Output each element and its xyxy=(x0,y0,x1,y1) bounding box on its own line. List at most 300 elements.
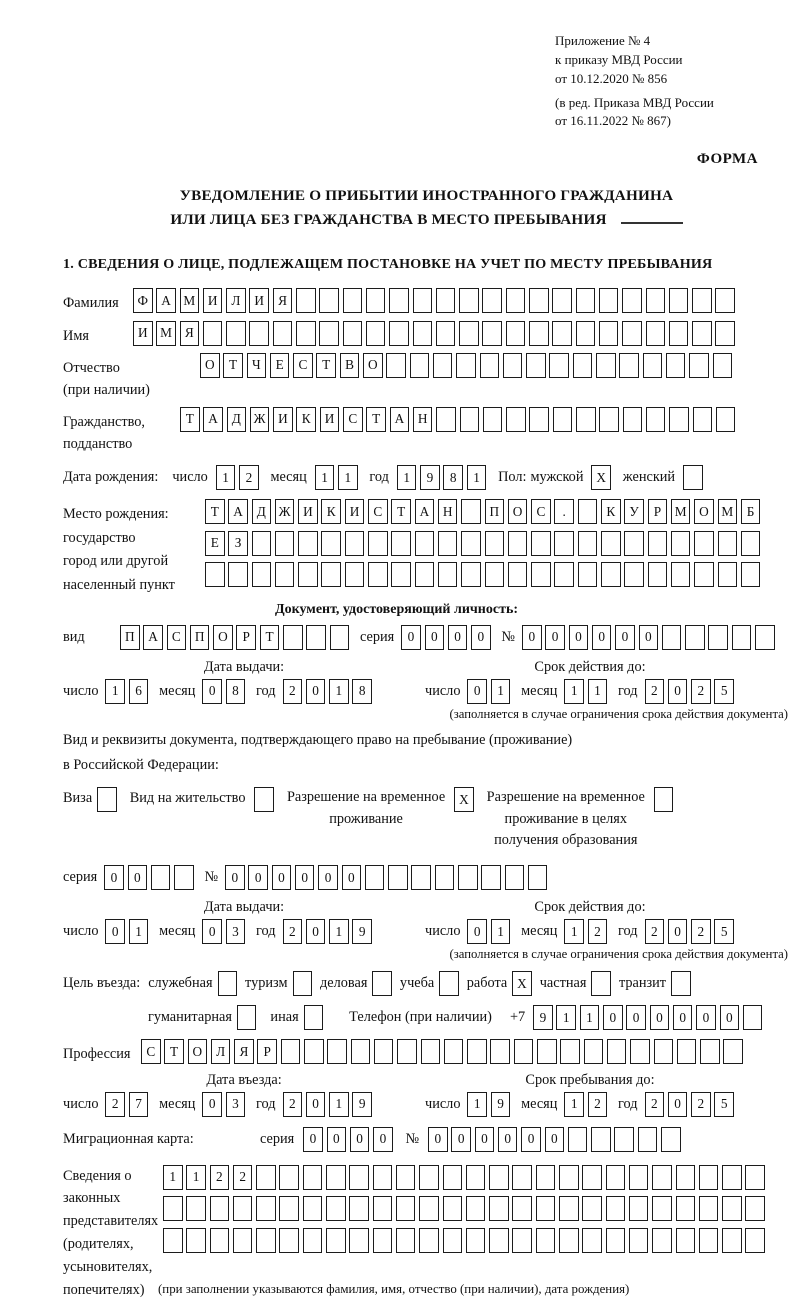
char-cell[interactable] xyxy=(466,1196,486,1221)
char-cell[interactable] xyxy=(252,531,272,556)
char-cell[interactable]: И xyxy=(273,407,293,432)
char-cell[interactable] xyxy=(578,499,598,524)
char-cell[interactable]: 0 xyxy=(306,919,326,944)
char-cell[interactable]: Д xyxy=(252,499,272,524)
char-cell[interactable] xyxy=(415,562,435,587)
char-cell[interactable] xyxy=(233,1196,253,1221)
char-cell[interactable] xyxy=(349,1196,369,1221)
char-cell[interactable]: 2 xyxy=(691,919,711,944)
char-cell[interactable] xyxy=(275,562,295,587)
char-cell[interactable] xyxy=(163,1196,183,1221)
char-cell[interactable] xyxy=(321,531,341,556)
char-cell[interactable]: 0 xyxy=(650,1005,670,1030)
char-cell[interactable] xyxy=(419,1165,439,1190)
char-cell[interactable] xyxy=(755,625,775,650)
char-cell[interactable] xyxy=(708,625,728,650)
char-cell[interactable] xyxy=(607,1039,627,1064)
char-cell[interactable]: О xyxy=(200,353,220,378)
char-cell[interactable]: 0 xyxy=(225,865,245,890)
char-cell[interactable]: О xyxy=(363,353,383,378)
char-cell[interactable]: 1 xyxy=(588,679,608,704)
char-cell[interactable]: 2 xyxy=(645,679,665,704)
char-cell[interactable]: Т xyxy=(366,407,386,432)
char-cell[interactable] xyxy=(606,1196,626,1221)
char-cell[interactable] xyxy=(512,1165,532,1190)
char-cell[interactable] xyxy=(444,1039,464,1064)
char-cell[interactable] xyxy=(273,321,293,346)
char-cell[interactable] xyxy=(226,321,246,346)
char-cell[interactable] xyxy=(646,321,666,346)
purpose-business-checkbox[interactable] xyxy=(372,971,392,996)
char-cell[interactable]: 8 xyxy=(352,679,372,704)
char-cell[interactable]: 0 xyxy=(498,1127,518,1152)
purpose-tourism-checkbox[interactable] xyxy=(293,971,313,996)
char-cell[interactable] xyxy=(549,353,569,378)
char-cell[interactable]: 0 xyxy=(202,919,222,944)
char-cell[interactable] xyxy=(559,1165,579,1190)
char-cell[interactable] xyxy=(296,321,316,346)
char-cell[interactable]: 0 xyxy=(569,625,589,650)
char-cell[interactable]: 0 xyxy=(696,1005,716,1030)
char-cell[interactable]: Е xyxy=(205,531,225,556)
char-cell[interactable] xyxy=(228,562,248,587)
char-cell[interactable] xyxy=(623,407,643,432)
char-cell[interactable]: 0 xyxy=(272,865,292,890)
char-cell[interactable] xyxy=(529,321,549,346)
char-cell[interactable] xyxy=(619,353,639,378)
char-cell[interactable] xyxy=(461,562,481,587)
char-cell[interactable] xyxy=(459,321,479,346)
char-cell[interactable] xyxy=(560,1039,580,1064)
char-cell[interactable]: О xyxy=(694,499,714,524)
char-cell[interactable] xyxy=(365,865,385,890)
char-cell[interactable]: А xyxy=(415,499,435,524)
char-cell[interactable] xyxy=(591,1127,611,1152)
purpose-humanitarian-checkbox[interactable] xyxy=(237,1005,257,1030)
char-cell[interactable] xyxy=(669,321,689,346)
char-cell[interactable] xyxy=(553,407,573,432)
char-cell[interactable]: 2 xyxy=(588,919,608,944)
char-cell[interactable] xyxy=(741,531,761,556)
char-cell[interactable]: 0 xyxy=(545,1127,565,1152)
male-checkbox[interactable]: X xyxy=(591,465,611,490)
char-cell[interactable]: 2 xyxy=(239,465,259,490)
char-cell[interactable] xyxy=(599,288,619,313)
char-cell[interactable]: Р xyxy=(648,499,668,524)
char-cell[interactable]: 2 xyxy=(105,1092,125,1117)
char-cell[interactable]: 0 xyxy=(295,865,315,890)
char-cell[interactable]: 0 xyxy=(673,1005,693,1030)
char-cell[interactable]: 2 xyxy=(210,1165,230,1190)
char-cell[interactable] xyxy=(614,1127,634,1152)
char-cell[interactable]: Т xyxy=(205,499,225,524)
char-cell[interactable] xyxy=(506,407,526,432)
char-cell[interactable]: З xyxy=(228,531,248,556)
char-cell[interactable]: 1 xyxy=(315,465,335,490)
char-cell[interactable]: 6 xyxy=(129,679,149,704)
char-cell[interactable] xyxy=(279,1196,299,1221)
char-cell[interactable] xyxy=(389,288,409,313)
char-cell[interactable] xyxy=(205,562,225,587)
char-cell[interactable] xyxy=(514,1039,534,1064)
char-cell[interactable] xyxy=(366,321,386,346)
residence-permit-checkbox[interactable] xyxy=(254,787,274,812)
purpose-work-checkbox[interactable]: X xyxy=(512,971,532,996)
char-cell[interactable] xyxy=(397,1039,417,1064)
char-cell[interactable] xyxy=(713,353,733,378)
char-cell[interactable] xyxy=(413,321,433,346)
char-cell[interactable] xyxy=(669,407,689,432)
char-cell[interactable] xyxy=(699,1165,719,1190)
char-cell[interactable] xyxy=(630,1039,650,1064)
char-cell[interactable]: 5 xyxy=(714,919,734,944)
temp-residence-edu-checkbox[interactable] xyxy=(654,787,674,812)
char-cell[interactable] xyxy=(629,1165,649,1190)
char-cell[interactable]: . xyxy=(554,499,574,524)
char-cell[interactable]: 2 xyxy=(691,1092,711,1117)
char-cell[interactable] xyxy=(643,353,663,378)
char-cell[interactable]: П xyxy=(190,625,210,650)
char-cell[interactable]: 0 xyxy=(425,625,445,650)
char-cell[interactable] xyxy=(461,499,481,524)
char-cell[interactable]: 2 xyxy=(283,919,303,944)
char-cell[interactable]: Н xyxy=(413,407,433,432)
char-cell[interactable]: П xyxy=(485,499,505,524)
char-cell[interactable] xyxy=(629,1196,649,1221)
char-cell[interactable]: 1 xyxy=(329,919,349,944)
char-cell[interactable]: 0 xyxy=(668,919,688,944)
char-cell[interactable] xyxy=(327,1039,347,1064)
char-cell[interactable] xyxy=(722,1196,742,1221)
char-cell[interactable]: 0 xyxy=(327,1127,347,1152)
char-cell[interactable]: 2 xyxy=(283,1092,303,1117)
char-cell[interactable] xyxy=(489,1228,509,1253)
purpose-other-checkbox[interactable] xyxy=(304,1005,324,1030)
char-cell[interactable]: Е xyxy=(270,353,290,378)
char-cell[interactable] xyxy=(661,1127,681,1152)
char-cell[interactable]: 0 xyxy=(303,1127,323,1152)
char-cell[interactable]: 2 xyxy=(645,919,665,944)
char-cell[interactable] xyxy=(723,1039,743,1064)
char-cell[interactable]: 0 xyxy=(306,679,326,704)
char-cell[interactable] xyxy=(443,1196,463,1221)
char-cell[interactable] xyxy=(694,531,714,556)
char-cell[interactable] xyxy=(349,1228,369,1253)
char-cell[interactable]: И xyxy=(203,288,223,313)
char-cell[interactable]: Т xyxy=(391,499,411,524)
char-cell[interactable]: 2 xyxy=(233,1165,253,1190)
char-cell[interactable] xyxy=(716,407,736,432)
char-cell[interactable] xyxy=(601,562,621,587)
char-cell[interactable] xyxy=(490,1039,510,1064)
char-cell[interactable]: 0 xyxy=(467,679,487,704)
char-cell[interactable] xyxy=(415,531,435,556)
char-cell[interactable]: В xyxy=(340,353,360,378)
char-cell[interactable]: 0 xyxy=(545,625,565,650)
char-cell[interactable] xyxy=(718,562,738,587)
char-cell[interactable] xyxy=(652,1165,672,1190)
char-cell[interactable] xyxy=(174,865,194,890)
char-cell[interactable] xyxy=(435,865,455,890)
char-cell[interactable] xyxy=(419,1228,439,1253)
char-cell[interactable] xyxy=(343,288,363,313)
char-cell[interactable] xyxy=(421,1039,441,1064)
char-cell[interactable] xyxy=(252,562,272,587)
char-cell[interactable] xyxy=(319,288,339,313)
char-cell[interactable] xyxy=(321,562,341,587)
char-cell[interactable]: И xyxy=(249,288,269,313)
char-cell[interactable]: 0 xyxy=(373,1127,393,1152)
char-cell[interactable] xyxy=(685,625,705,650)
char-cell[interactable] xyxy=(366,288,386,313)
char-cell[interactable]: 0 xyxy=(248,865,268,890)
char-cell[interactable]: 0 xyxy=(467,919,487,944)
char-cell[interactable]: 0 xyxy=(105,919,125,944)
char-cell[interactable]: 3 xyxy=(226,1092,246,1117)
char-cell[interactable] xyxy=(646,407,666,432)
char-cell[interactable]: С xyxy=(167,625,187,650)
char-cell[interactable]: С xyxy=(293,353,313,378)
char-cell[interactable] xyxy=(622,288,642,313)
char-cell[interactable] xyxy=(151,865,171,890)
char-cell[interactable] xyxy=(396,1165,416,1190)
char-cell[interactable]: Ж xyxy=(250,407,270,432)
char-cell[interactable]: Т xyxy=(260,625,280,650)
char-cell[interactable]: И xyxy=(320,407,340,432)
char-cell[interactable] xyxy=(699,1196,719,1221)
char-cell[interactable] xyxy=(529,288,549,313)
char-cell[interactable] xyxy=(326,1196,346,1221)
char-cell[interactable] xyxy=(388,865,408,890)
char-cell[interactable] xyxy=(489,1165,509,1190)
char-cell[interactable]: 7 xyxy=(129,1092,149,1117)
char-cell[interactable] xyxy=(559,1228,579,1253)
char-cell[interactable] xyxy=(526,353,546,378)
char-cell[interactable]: 1 xyxy=(216,465,236,490)
char-cell[interactable] xyxy=(256,1165,276,1190)
char-cell[interactable] xyxy=(459,288,479,313)
char-cell[interactable] xyxy=(552,321,572,346)
char-cell[interactable] xyxy=(512,1196,532,1221)
char-cell[interactable]: А xyxy=(143,625,163,650)
char-cell[interactable]: Л xyxy=(211,1039,231,1064)
char-cell[interactable]: 0 xyxy=(350,1127,370,1152)
char-cell[interactable] xyxy=(330,625,350,650)
char-cell[interactable] xyxy=(652,1228,672,1253)
char-cell[interactable] xyxy=(186,1228,206,1253)
char-cell[interactable] xyxy=(531,562,551,587)
char-cell[interactable]: 8 xyxy=(226,679,246,704)
char-cell[interactable]: 0 xyxy=(128,865,148,890)
char-cell[interactable]: М xyxy=(156,321,176,346)
char-cell[interactable]: Н xyxy=(438,499,458,524)
char-cell[interactable]: 1 xyxy=(329,1092,349,1117)
char-cell[interactable] xyxy=(466,1165,486,1190)
char-cell[interactable]: 9 xyxy=(352,1092,372,1117)
char-cell[interactable] xyxy=(506,321,526,346)
char-cell[interactable] xyxy=(646,288,666,313)
char-cell[interactable] xyxy=(391,531,411,556)
char-cell[interactable]: Б xyxy=(741,499,761,524)
char-cell[interactable]: 1 xyxy=(105,679,125,704)
char-cell[interactable] xyxy=(281,1039,301,1064)
char-cell[interactable] xyxy=(411,865,431,890)
char-cell[interactable] xyxy=(578,531,598,556)
char-cell[interactable]: 0 xyxy=(592,625,612,650)
char-cell[interactable] xyxy=(163,1228,183,1253)
char-cell[interactable]: Ф xyxy=(133,288,153,313)
char-cell[interactable] xyxy=(669,288,689,313)
char-cell[interactable] xyxy=(596,353,616,378)
char-cell[interactable] xyxy=(745,1196,765,1221)
char-cell[interactable] xyxy=(461,531,481,556)
char-cell[interactable] xyxy=(233,1228,253,1253)
char-cell[interactable]: 1 xyxy=(397,465,417,490)
char-cell[interactable] xyxy=(692,288,712,313)
char-cell[interactable]: К xyxy=(601,499,621,524)
purpose-official-checkbox[interactable] xyxy=(218,971,238,996)
visa-checkbox[interactable] xyxy=(97,787,117,812)
char-cell[interactable]: А xyxy=(390,407,410,432)
char-cell[interactable]: И xyxy=(133,321,153,346)
char-cell[interactable] xyxy=(210,1228,230,1253)
char-cell[interactable] xyxy=(283,625,303,650)
char-cell[interactable] xyxy=(503,353,523,378)
char-cell[interactable] xyxy=(692,321,712,346)
char-cell[interactable] xyxy=(536,1228,556,1253)
char-cell[interactable] xyxy=(677,1039,697,1064)
char-cell[interactable] xyxy=(373,1196,393,1221)
char-cell[interactable] xyxy=(638,1127,658,1152)
char-cell[interactable]: 0 xyxy=(668,1092,688,1117)
char-cell[interactable] xyxy=(576,321,596,346)
char-cell[interactable] xyxy=(373,1165,393,1190)
char-cell[interactable]: 3 xyxy=(226,919,246,944)
char-cell[interactable] xyxy=(722,1228,742,1253)
char-cell[interactable]: 0 xyxy=(522,625,542,650)
char-cell[interactable] xyxy=(505,865,525,890)
char-cell[interactable]: Я xyxy=(180,321,200,346)
char-cell[interactable] xyxy=(671,531,691,556)
char-cell[interactable] xyxy=(396,1196,416,1221)
char-cell[interactable] xyxy=(722,1165,742,1190)
char-cell[interactable]: 0 xyxy=(448,625,468,650)
char-cell[interactable] xyxy=(531,531,551,556)
char-cell[interactable] xyxy=(485,531,505,556)
char-cell[interactable]: 1 xyxy=(491,919,511,944)
char-cell[interactable] xyxy=(489,1196,509,1221)
char-cell[interactable]: 0 xyxy=(202,1092,222,1117)
char-cell[interactable]: 1 xyxy=(329,679,349,704)
char-cell[interactable] xyxy=(666,353,686,378)
char-cell[interactable]: Р xyxy=(236,625,256,650)
char-cell[interactable]: 0 xyxy=(639,625,659,650)
char-cell[interactable]: 0 xyxy=(428,1127,448,1152)
char-cell[interactable] xyxy=(298,562,318,587)
char-cell[interactable] xyxy=(573,353,593,378)
char-cell[interactable] xyxy=(582,1196,602,1221)
purpose-study-checkbox[interactable] xyxy=(439,971,459,996)
female-checkbox[interactable] xyxy=(683,465,703,490)
char-cell[interactable] xyxy=(528,865,548,890)
char-cell[interactable] xyxy=(410,353,430,378)
char-cell[interactable] xyxy=(512,1228,532,1253)
char-cell[interactable] xyxy=(584,1039,604,1064)
char-cell[interactable]: 1 xyxy=(467,465,487,490)
char-cell[interactable] xyxy=(345,531,365,556)
char-cell[interactable] xyxy=(438,562,458,587)
char-cell[interactable]: 0 xyxy=(306,1092,326,1117)
char-cell[interactable]: Я xyxy=(234,1039,254,1064)
char-cell[interactable] xyxy=(482,321,502,346)
char-cell[interactable]: 1 xyxy=(564,1092,584,1117)
char-cell[interactable] xyxy=(456,353,476,378)
char-cell[interactable] xyxy=(676,1165,696,1190)
char-cell[interactable]: 5 xyxy=(714,679,734,704)
char-cell[interactable] xyxy=(648,531,668,556)
char-cell[interactable] xyxy=(599,407,619,432)
char-cell[interactable]: 0 xyxy=(521,1127,541,1152)
char-cell[interactable]: С xyxy=(343,407,363,432)
char-cell[interactable] xyxy=(303,1196,323,1221)
char-cell[interactable]: 1 xyxy=(580,1005,600,1030)
char-cell[interactable] xyxy=(275,531,295,556)
char-cell[interactable]: 9 xyxy=(420,465,440,490)
char-cell[interactable] xyxy=(304,1039,324,1064)
char-cell[interactable] xyxy=(343,321,363,346)
char-cell[interactable]: М xyxy=(671,499,691,524)
char-cell[interactable] xyxy=(485,562,505,587)
char-cell[interactable] xyxy=(303,1228,323,1253)
char-cell[interactable]: 1 xyxy=(491,679,511,704)
char-cell[interactable] xyxy=(743,1005,763,1030)
char-cell[interactable]: М xyxy=(718,499,738,524)
char-cell[interactable] xyxy=(396,1228,416,1253)
char-cell[interactable] xyxy=(689,353,709,378)
char-cell[interactable] xyxy=(700,1039,720,1064)
char-cell[interactable]: 1 xyxy=(467,1092,487,1117)
char-cell[interactable] xyxy=(624,531,644,556)
char-cell[interactable] xyxy=(433,353,453,378)
char-cell[interactable]: 0 xyxy=(318,865,338,890)
char-cell[interactable] xyxy=(568,1127,588,1152)
char-cell[interactable] xyxy=(326,1165,346,1190)
char-cell[interactable]: 1 xyxy=(129,919,149,944)
char-cell[interactable] xyxy=(386,353,406,378)
char-cell[interactable]: 2 xyxy=(283,679,303,704)
char-cell[interactable] xyxy=(741,562,761,587)
char-cell[interactable]: М xyxy=(180,288,200,313)
char-cell[interactable]: 0 xyxy=(202,679,222,704)
char-cell[interactable]: 0 xyxy=(451,1127,471,1152)
char-cell[interactable]: 0 xyxy=(615,625,635,650)
char-cell[interactable]: А xyxy=(156,288,176,313)
char-cell[interactable]: Т xyxy=(180,407,200,432)
char-cell[interactable]: 1 xyxy=(556,1005,576,1030)
char-cell[interactable]: 8 xyxy=(443,465,463,490)
char-cell[interactable] xyxy=(676,1196,696,1221)
char-cell[interactable]: Я xyxy=(273,288,293,313)
char-cell[interactable]: 0 xyxy=(471,625,491,650)
char-cell[interactable] xyxy=(536,1196,556,1221)
char-cell[interactable] xyxy=(715,288,735,313)
char-cell[interactable]: С xyxy=(531,499,551,524)
char-cell[interactable]: И xyxy=(345,499,365,524)
char-cell[interactable] xyxy=(458,865,478,890)
char-cell[interactable] xyxy=(662,625,682,650)
char-cell[interactable]: О xyxy=(188,1039,208,1064)
char-cell[interactable] xyxy=(582,1228,602,1253)
